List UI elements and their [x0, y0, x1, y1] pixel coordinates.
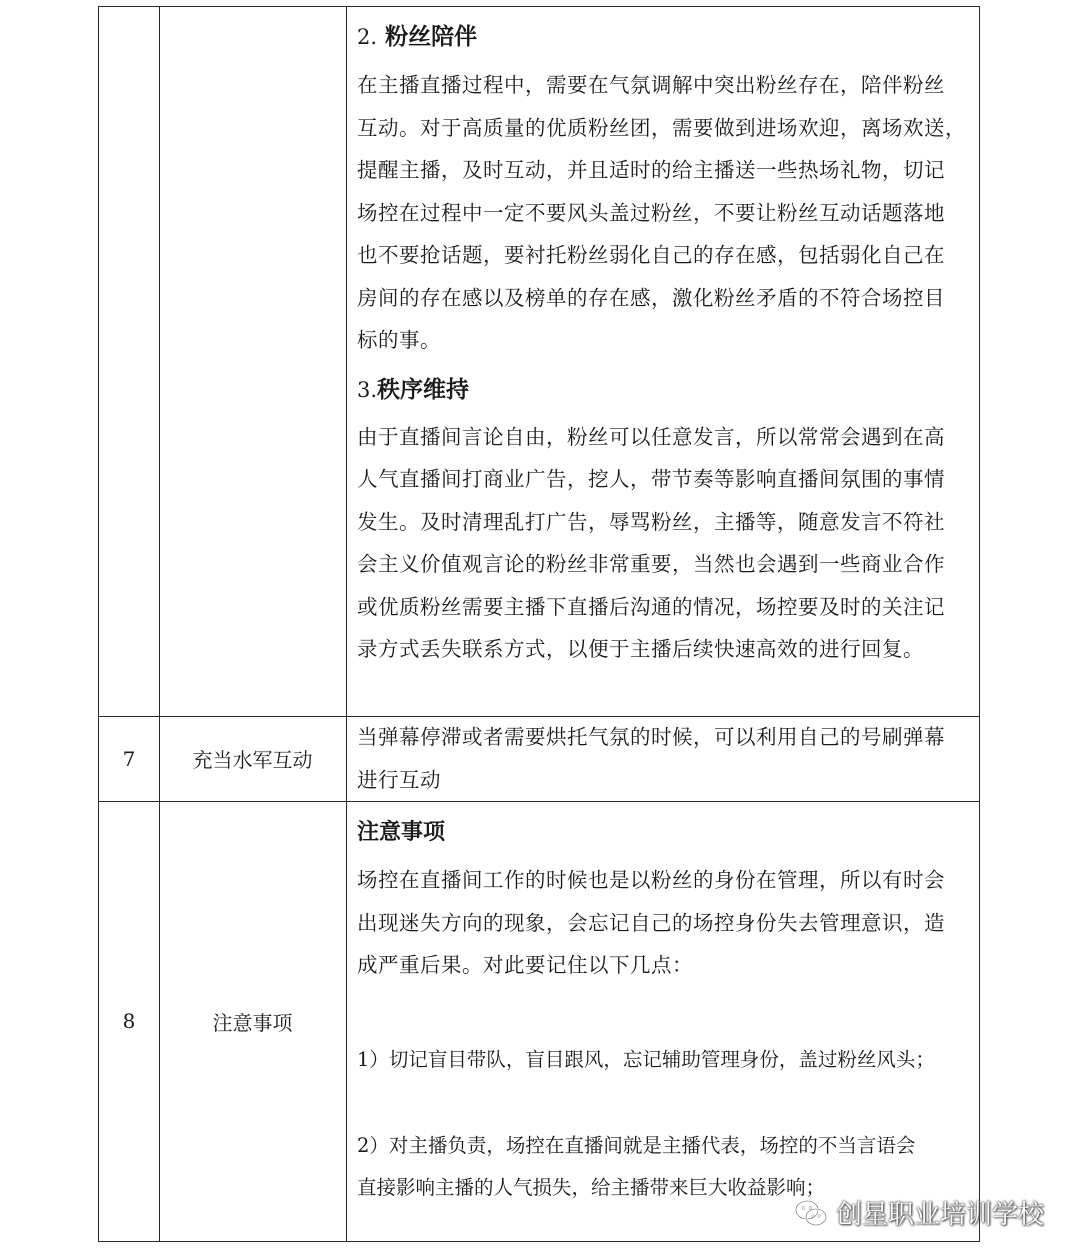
row-8-body [357, 859, 975, 987]
row-8-item-2-line: 直接影响主播的人气损失，给主播带来巨大收益影响； [357, 1175, 826, 1199]
row-8-line: 出现迷失方向的现象，会忘记自己的场控身份失去管理意识，造 [357, 910, 945, 935]
section-3-line: 录方式丢失联系方式，以便于主播后续快速高效的进行回复。 [357, 637, 924, 661]
section-2-line: 房间的存在感以及榜单的存在感，激化粉丝矛盾的不符合场控目 [357, 285, 945, 310]
document-table [98, 6, 980, 1242]
row-7-line: 当弹幕停滞或者需要烘托气氛的时候，可以利用自己的号刷弹幕 [357, 725, 945, 749]
section-2-heading: 2. 粉丝陪伴 [357, 24, 478, 50]
watermark-text: 创星职业培训学校 [835, 1200, 1044, 1230]
column-divider-2 [346, 7, 347, 1241]
row-8-content [357, 815, 975, 1209]
section-2-line: 提醒主播，及时互动，并且适时的给主播送一些热场礼物，切记 [357, 158, 945, 182]
row-7-name: 充当水军互动 [192, 748, 313, 772]
section-2-line: 在主播直播过程中，需要在气氛调解中突出粉丝存在，陪伴粉丝 [357, 73, 945, 97]
section-2-line: 也不要抢话题，要衬托粉丝弱化自己的存在感，包括弱化自己在 [357, 243, 945, 267]
section-3-line: 会主义价值观言论的粉丝非常重要，当然也会遇到一些商业合作 [357, 552, 945, 576]
section-3-line: 发生。及时清理乱打广告，辱骂粉丝，主播等，随意发言不符社 [357, 509, 945, 534]
section-2-line: 场控在过程中一定不要风头盖过粉丝，不要让粉丝互动话题落地 [357, 200, 945, 225]
continued-row-content [357, 19, 975, 671]
section-3-body [357, 416, 975, 671]
row-8-item-2-line: 2）对主播负责，场控在直播间就是主播代表，场控的不当言语会 [357, 1133, 916, 1157]
row-8-item-1: 1）切记盲目带队，盲目跟风，忘记辅助管理身份，盖过粉丝风头； [357, 1047, 935, 1071]
row-8-index: 8 [122, 1009, 136, 1033]
wechat-icon [794, 1198, 828, 1228]
section-3-line: 或优质粉丝需要主播下直播后沟通的情况，场控要及时的关注记 [357, 594, 945, 619]
row-8-line: 成严重后果。对此要记住以下几点： [357, 953, 693, 977]
row-7-index: 7 [122, 746, 136, 771]
row-8-heading: 注意事项 [357, 820, 446, 845]
row-7-content [357, 716, 975, 801]
section-3-heading: 3.秩序维持 [357, 376, 470, 403]
row-7-line: 进行互动 [357, 767, 441, 792]
section-2-body [357, 64, 975, 362]
section-3-line: 由于直播间言论自由，粉丝可以任意发言，所以常常会遇到在高 [357, 424, 945, 449]
row-8-line: 场控在直播间工作的时候也是以粉丝的身份在管理，所以有时会 [357, 868, 945, 892]
section-3-line: 人气直播间打商业广告，挖人，带节奏等影响直播间氛围的事情 [357, 467, 945, 491]
section-2-line: 标的事。 [357, 328, 441, 352]
row-8-name: 注意事项 [212, 1010, 293, 1035]
watermark [794, 1194, 1044, 1231]
section-2-line: 互动。对于高质量的优质粉丝团，需要做到进场欢迎，离场欢送， [357, 115, 966, 140]
